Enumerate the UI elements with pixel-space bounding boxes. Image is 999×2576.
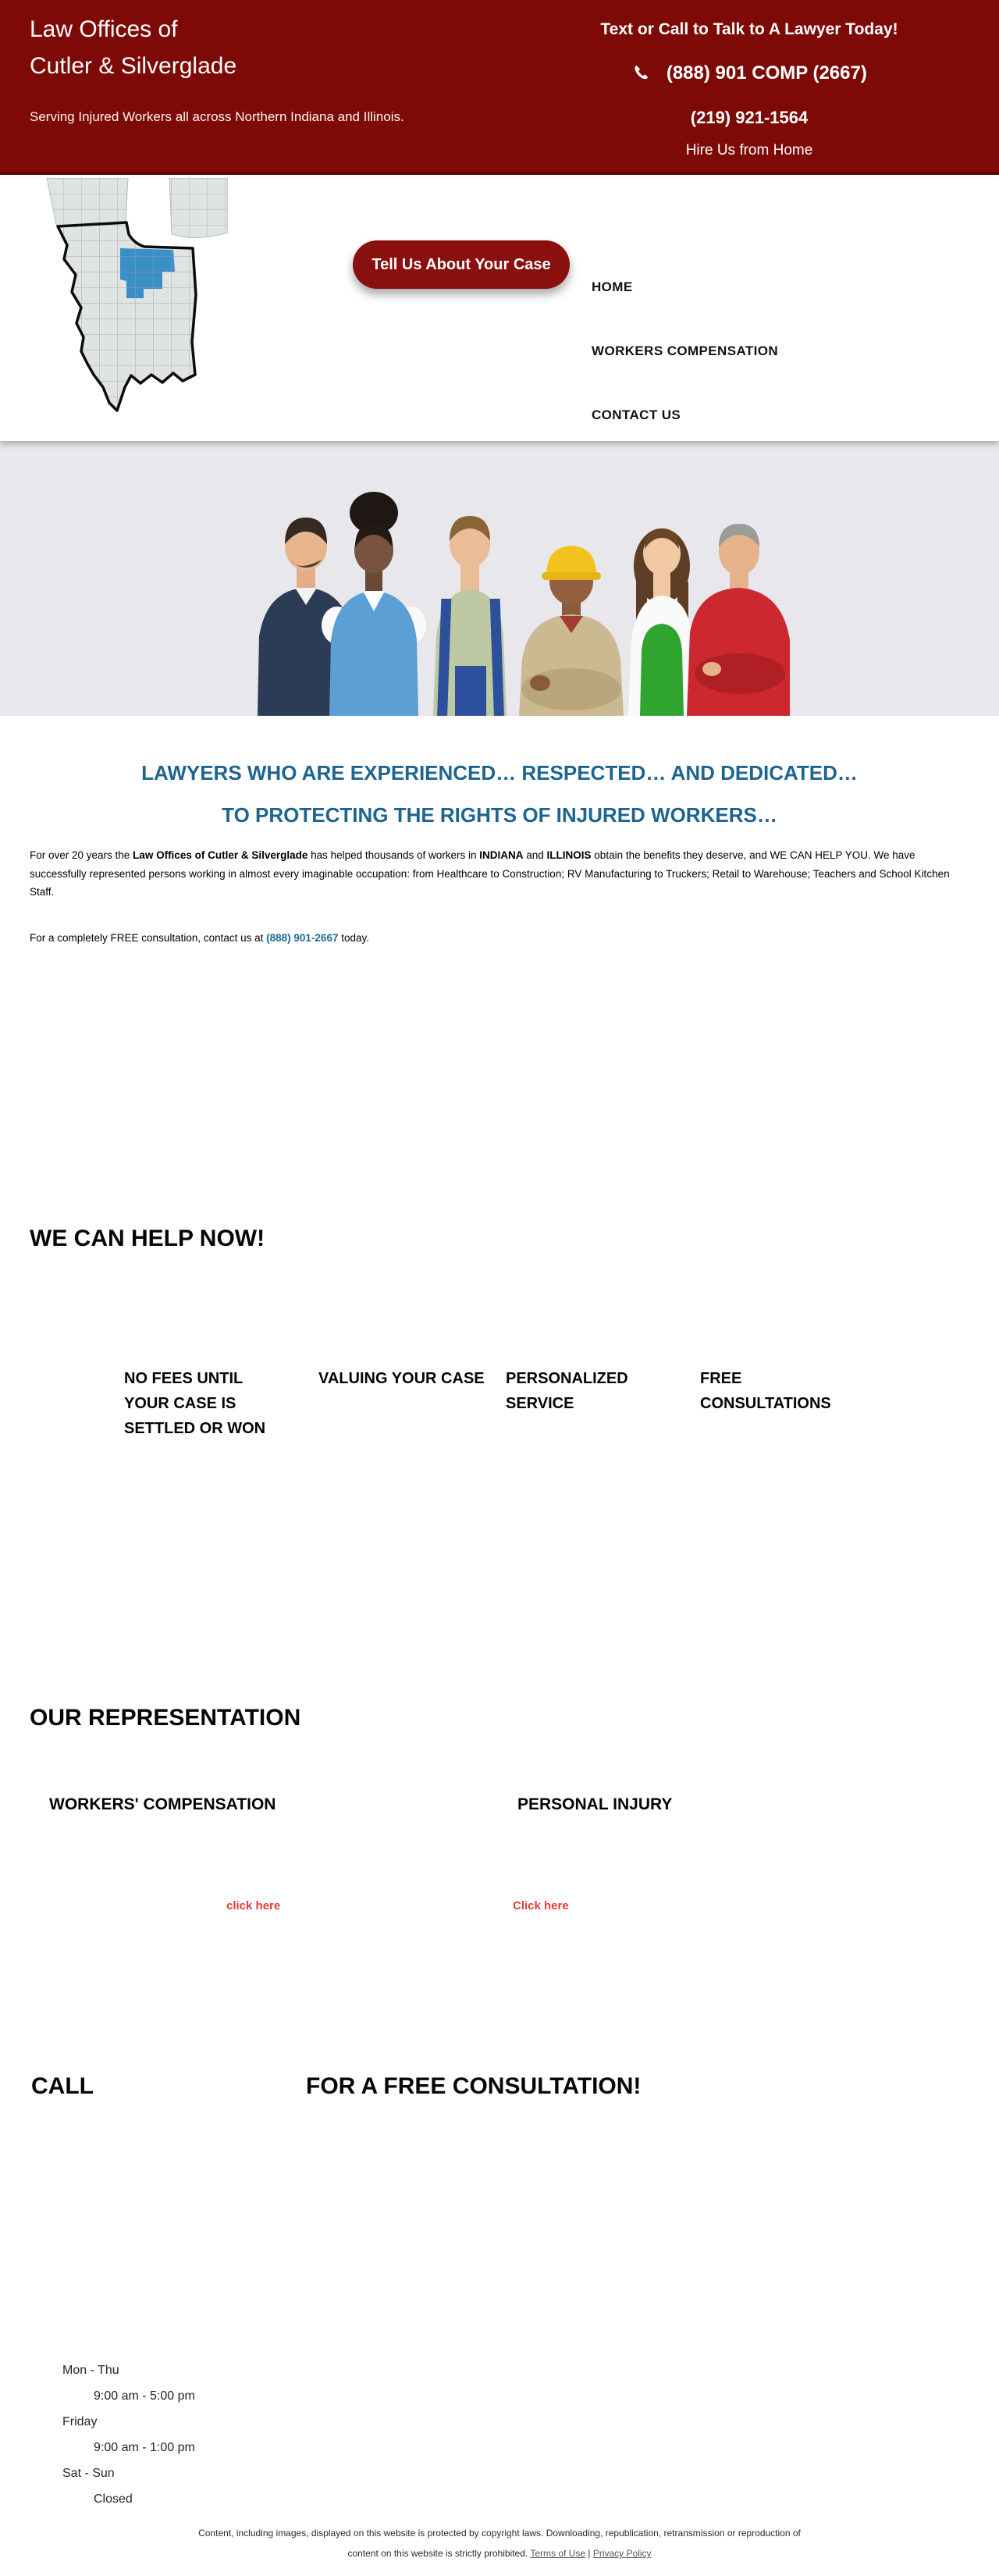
hire-us-row [515, 142, 983, 159]
hours-time: 9:00 am - 1:00 pm [94, 2441, 195, 2454]
feature-no-fees [124, 1366, 296, 1441]
feature-line: FREE [700, 1370, 742, 1387]
footer-separator: | [585, 2548, 593, 2559]
brand [30, 11, 236, 84]
feature-line: VALUING YOUR CASE [318, 1370, 485, 1387]
feature-line: NO FEES UNTIL [124, 1370, 244, 1387]
headline-line-1: LAWYERS WHO ARE EXPERIENCED… RESPECTED… AND DEDICATED… [141, 761, 858, 785]
hours-day: Friday [62, 2415, 98, 2428]
feature-line: SETTLED OR WON [124, 1420, 266, 1437]
feature-line: CONSULTATIONS [700, 1395, 831, 1412]
phone-alt-row [515, 108, 983, 128]
worker-red-jacket [687, 524, 790, 716]
call-heading: CALL [31, 2073, 94, 2099]
indiana-bold: INDIANA [479, 849, 524, 861]
header-contact [515, 0, 983, 175]
phone-icon [631, 63, 650, 87]
feature-free-consultations [700, 1366, 919, 1416]
nav-item-workers-compensation[interactable]: WORKERS COMPENSATION [592, 343, 779, 358]
hero-band [0, 441, 999, 716]
main-headline [0, 752, 999, 836]
illinois-bold: ILLINOIS [546, 849, 592, 861]
nav-item-home[interactable]: HOME [592, 279, 633, 294]
brand-line-2: Cutler & Silverglade [30, 53, 237, 79]
brand-tagline: Serving Injured Workers all across Northern Indiana and Illinois. [30, 109, 404, 124]
contact-cta-title: Text or Call to Talk to A Lawyer Today! [600, 20, 898, 38]
feature-personalized-service [506, 1366, 685, 1416]
business-hours [62, 2357, 195, 2512]
workers-compensation-subheading: WORKERS' COMPENSATION [49, 1795, 276, 1813]
service-area-map [9, 178, 228, 424]
our-representation-heading: OUR REPRESENTATION [30, 1705, 301, 1731]
feature-line: YOUR CASE IS [124, 1395, 236, 1412]
headline-line-2: TO PROTECTING THE RIGHTS OF INJURED WORKERS… [222, 803, 777, 827]
nav-item-contact-us[interactable]: CONTACT US [592, 407, 681, 422]
feature-line: PERSONALIZED [506, 1370, 628, 1387]
intro-text: has helped thousands of workers in [308, 849, 480, 861]
hours-time: Closed [94, 2492, 133, 2506]
copyright-line-1: Content, including images, displayed on this website is protected by copyright laws. Downloading, republication, retransmission or reproduction of [198, 2528, 801, 2539]
we-can-help-heading: WE CAN HELP NOW! [30, 1226, 265, 1251]
illinois-indiana-map-svg [9, 178, 228, 424]
personal-injury-click-here-link[interactable]: Click here [513, 1899, 569, 1912]
phone-alt-link[interactable]: (219) 921-1564 [690, 108, 809, 127]
intro-text: For over 20 years the [30, 849, 133, 861]
workers-compensation-click-here-link[interactable]: click here [226, 1899, 281, 1912]
hours-day: Mon - Thu [62, 2364, 119, 2377]
hire-us-link[interactable]: Hire Us from Home [685, 142, 813, 158]
feature-line: SERVICE [506, 1395, 574, 1412]
hours-day: Sat - Sun [62, 2467, 115, 2480]
free-consultation-heading: FOR A FREE CONSULTATION! [306, 2073, 642, 2099]
main-nav [592, 178, 966, 441]
intro-text: and [523, 849, 547, 861]
phone-main-link[interactable]: (888) 901 COMP (2667) [666, 62, 867, 84]
map-faded-wisconsin-counties [47, 178, 128, 226]
intro-paragraph [30, 846, 969, 902]
consult-text: today. [338, 932, 369, 944]
consultation-paragraph [30, 929, 969, 948]
site-footer [0, 2523, 999, 2564]
workers-group-photo [212, 472, 790, 716]
site-header [0, 0, 999, 175]
map-faded-michigan-counties [169, 178, 228, 238]
personal-injury-subheading: PERSONAL INJURY [517, 1795, 673, 1813]
phone-main-row [515, 62, 983, 87]
nav-band [0, 178, 999, 441]
copyright-text: content on this website is strictly prohibited. [347, 2548, 531, 2559]
privacy-policy-link[interactable]: Privacy Policy [592, 2548, 652, 2559]
worker-overalls [433, 516, 507, 716]
worker-green-apron [628, 528, 696, 716]
firm-name-bold: Law Offices of Cutler & Silverglade [133, 849, 308, 861]
copyright-line-2 [0, 2543, 999, 2564]
hours-time: 9:00 am - 5:00 pm [94, 2389, 195, 2403]
tell-us-about-your-case-button[interactable]: Tell Us About Your Case [353, 240, 570, 289]
terms-of-use-link[interactable]: Terms of Use [530, 2548, 586, 2559]
worker-hard-hat [519, 546, 624, 716]
brand-line-1: Law Offices of [30, 16, 178, 42]
consult-text: For a completely FREE consultation, contact us at [30, 932, 267, 944]
intro-text: obtain the benefits they deserve, and WE CAN HELP YOU. We have successfully represented persons working in almost every imaginable occupation: from Healthcare to Construction; RV Manufacturing to Truckers; Retail to Warehouse; Teachers and School Kitchen Staff. [30, 849, 950, 898]
inline-phone-link[interactable]: (888) 901-2667 [266, 932, 339, 944]
